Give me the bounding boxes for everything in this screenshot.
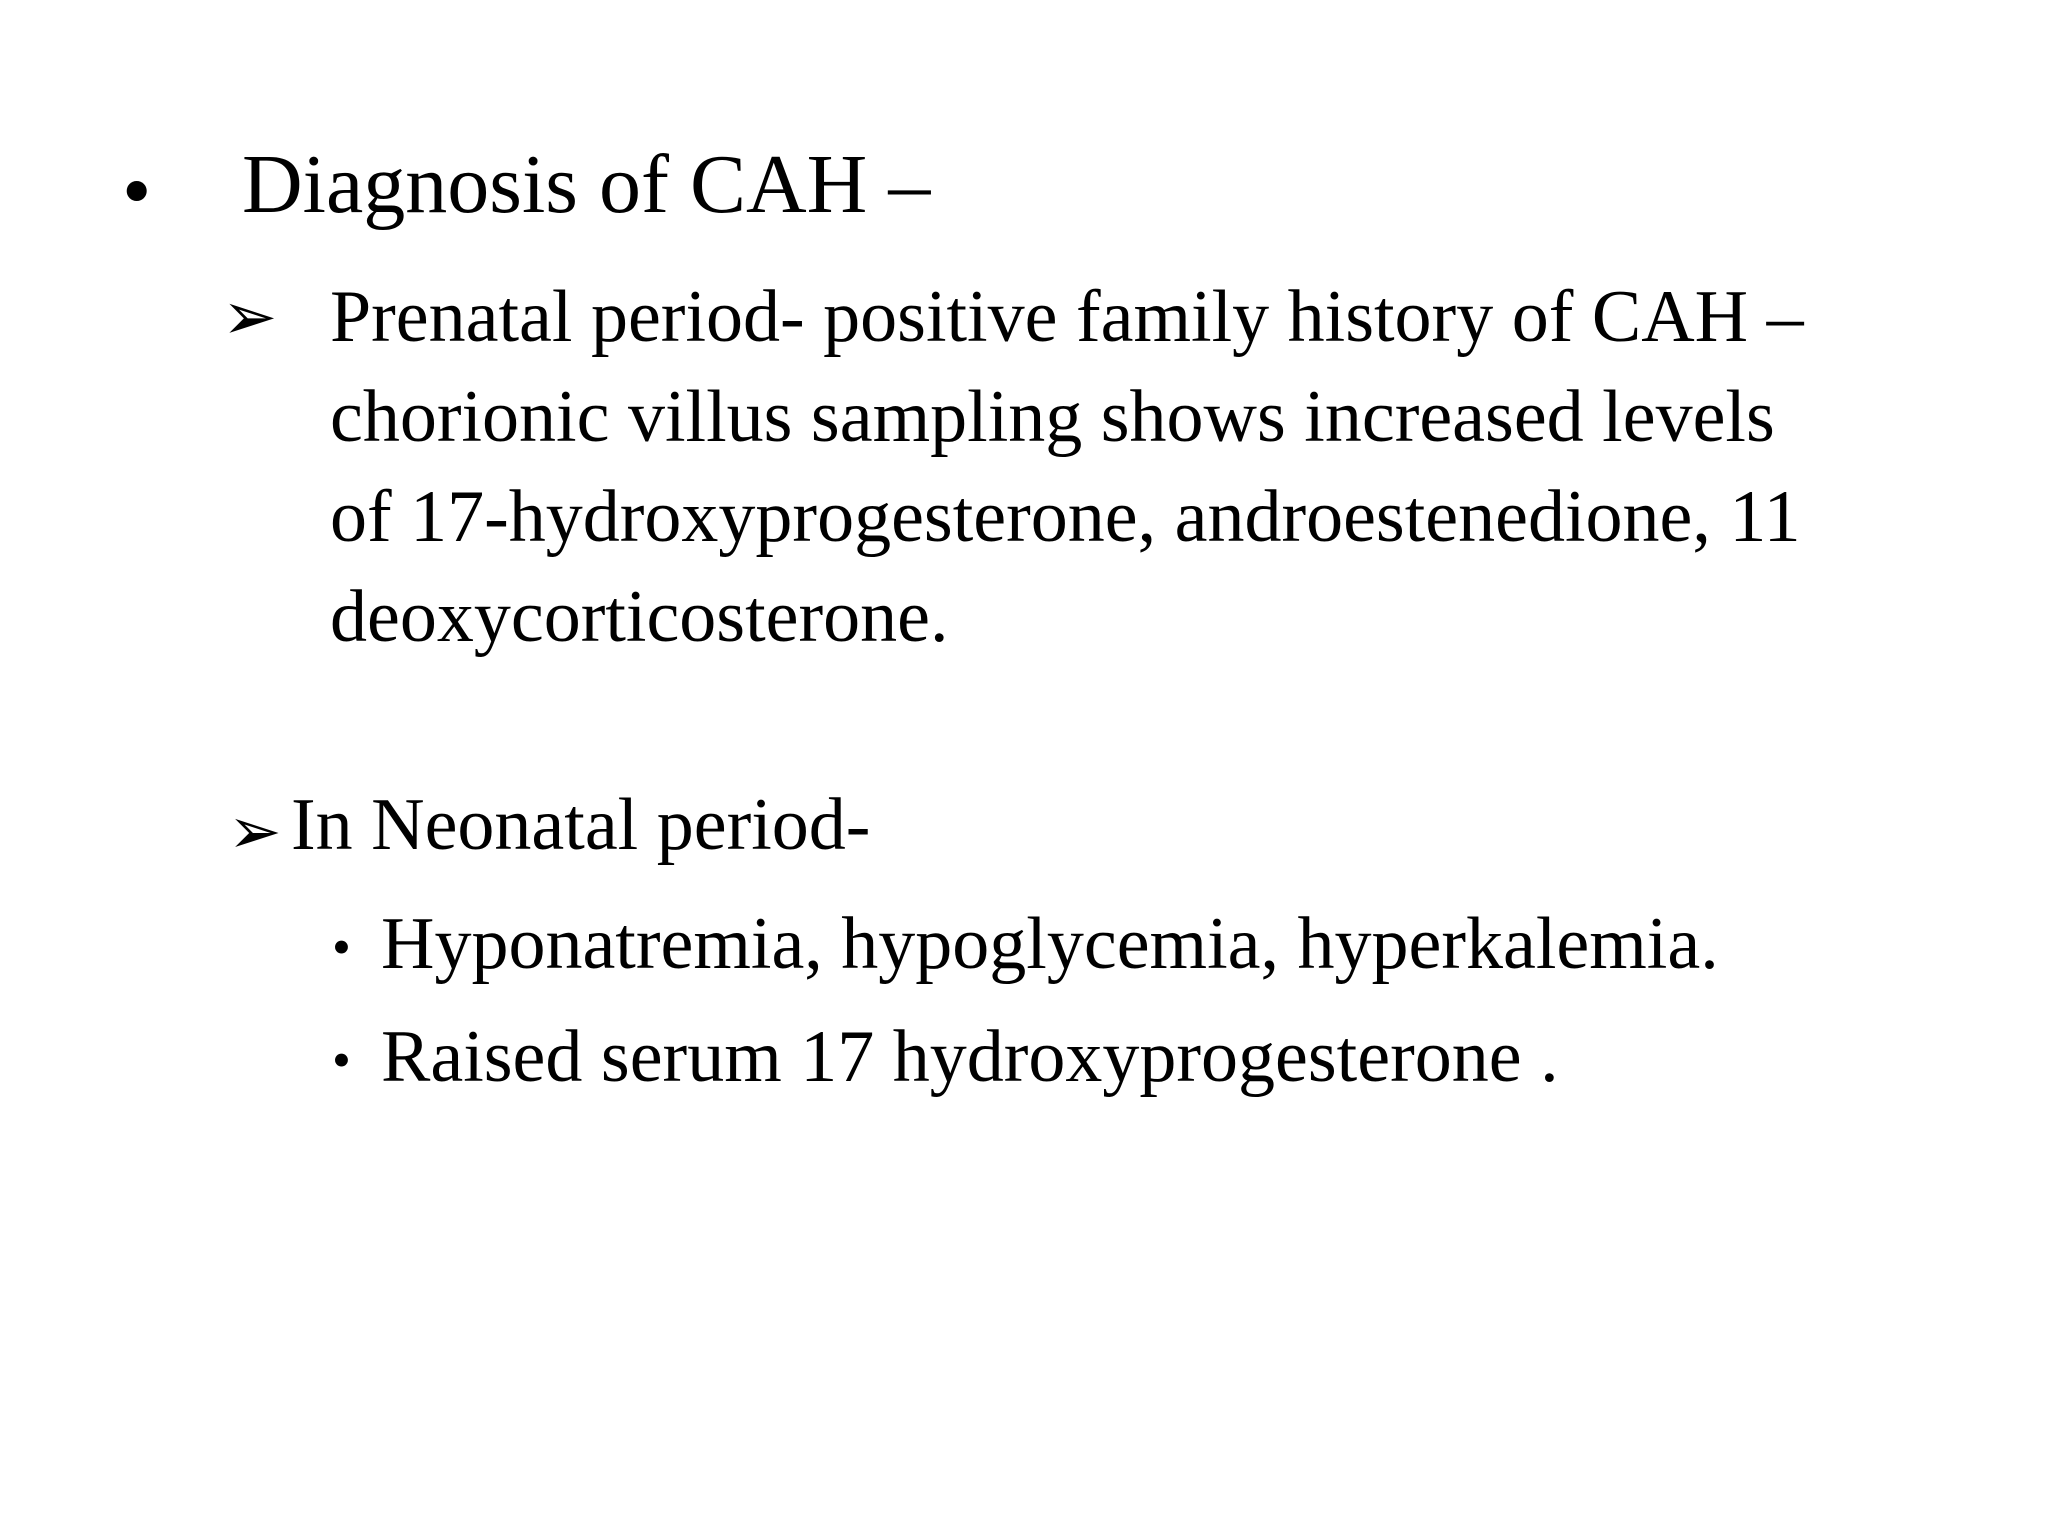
neonatal-item-bullet-icon: • <box>332 917 351 977</box>
neonatal-arrow-icon: ➢ <box>228 796 282 867</box>
prenatal-line: Prenatal period- positive family history of CAH – <box>330 276 1804 358</box>
prenatal-line: chorionic villus sampling shows increased levels <box>330 376 1775 458</box>
neonatal-item: Raised serum 17 hydroxyprogesterone . <box>381 1016 1559 1098</box>
neonatal-item-bullet-icon: • <box>332 1030 351 1090</box>
prenatal-line: of 17-hydroxyprogesterone, androestenedione, 11 <box>330 476 1801 558</box>
prenatal-arrow-icon: ➢ <box>222 281 278 354</box>
prenatal-line: deoxycorticosterone. <box>330 576 949 658</box>
prenatal-section <box>330 267 2010 667</box>
neonatal-heading: In Neonatal period- <box>291 784 871 866</box>
main-bullet-icon: • <box>122 145 152 238</box>
neonatal-item: Hyponatremia, hypoglycemia, hyperkalemia. <box>381 903 1719 985</box>
slide-heading: Diagnosis of CAH – <box>242 138 931 231</box>
